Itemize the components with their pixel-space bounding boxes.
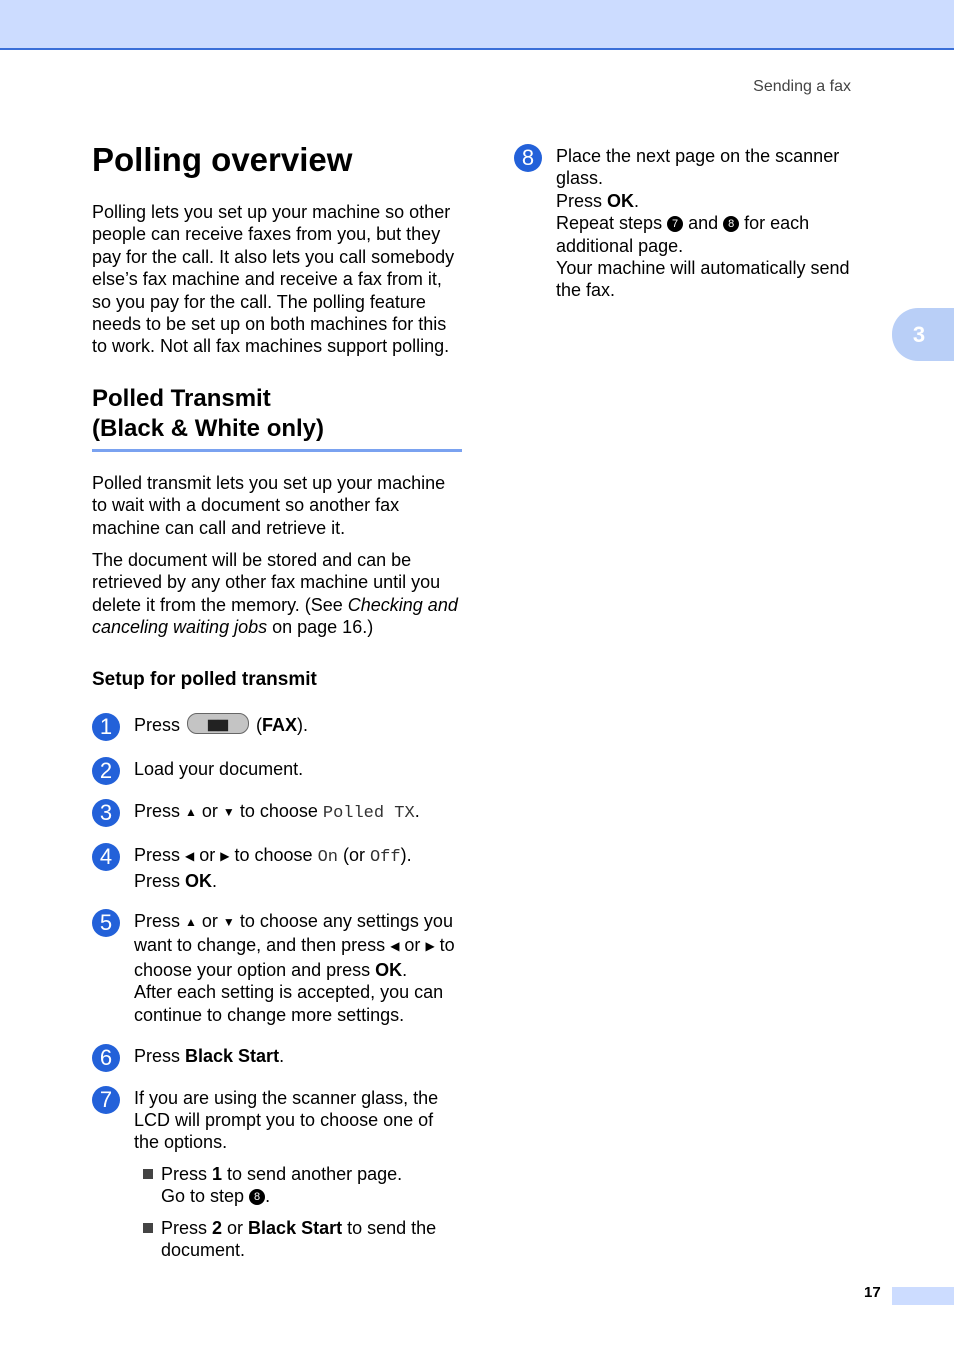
bullet-square-icon: [143, 1169, 153, 1179]
step-text: .: [265, 1186, 271, 1207]
step-number: 4: [92, 843, 120, 871]
left-arrow-icon: ◀: [185, 849, 195, 864]
step-text: Load your document.: [134, 759, 304, 780]
step-text: Press: [134, 1046, 186, 1067]
section-heading-line2: (Black & White only): [92, 414, 325, 442]
step-text: .: [402, 959, 408, 980]
down-arrow-icon: ▼: [222, 804, 235, 819]
step-text: Press: [134, 714, 181, 735]
step-text: to choose: [234, 800, 323, 821]
step-2: [92, 758, 462, 784]
step-number: 5: [92, 909, 120, 937]
lcd-value-off: Off: [369, 848, 401, 868]
step-text: Press: [134, 870, 186, 891]
lcd-value-on: On: [317, 848, 338, 868]
stored-text-a: The document will be stored and can be retrieved by any other fax machine until you delete it from the memory. (See: [92, 550, 441, 615]
bullet-item-send-another: [134, 1163, 462, 1208]
step-6: [92, 1045, 462, 1071]
step-text: to choose any settings you want to change, and then press: [134, 911, 453, 956]
black-start-key-label: Black Start: [248, 1217, 343, 1238]
right-arrow-icon: ▶: [425, 939, 435, 954]
key-label: 2: [212, 1217, 223, 1238]
setup-heading: Setup for polled transmit: [92, 668, 317, 690]
step-5: [92, 910, 462, 1026]
section-heading-line1: Polled Transmit: [92, 384, 271, 412]
step-number: 6: [92, 1044, 120, 1072]
lcd-value: Polled TX: [322, 803, 415, 823]
left-column: [92, 140, 462, 1261]
section-rule: [92, 449, 462, 452]
up-arrow-icon: ▲: [185, 915, 197, 930]
step-number: 2: [92, 757, 120, 785]
polled-transmit-paragraph: Polled transmit lets you set up your machine to wait with a document so another fax machine can call and retrieve it.: [92, 472, 446, 538]
step-text: to choose your option and press: [134, 935, 455, 980]
cross-reference-link[interactable]: Checking and canceling waiting jobs: [92, 594, 458, 638]
step-text: to choose: [229, 845, 318, 866]
ok-key-label: OK: [607, 190, 635, 211]
step-text: or: [196, 911, 223, 932]
key-label: 1: [212, 1163, 223, 1184]
step-text: (: [251, 714, 263, 735]
step-number: 7: [92, 1086, 120, 1114]
ok-key-label: OK: [185, 870, 213, 891]
step-text: Press: [161, 1217, 213, 1238]
step-number: 8: [514, 144, 542, 172]
page-title: Polling overview: [92, 141, 353, 178]
step-reference: 8: [249, 1189, 265, 1205]
step-text: .: [212, 870, 218, 891]
step-text: or: [399, 935, 426, 956]
step-1: [92, 714, 462, 737]
step-text: Go to step: [161, 1186, 250, 1207]
step-text: to send another page.: [222, 1163, 403, 1184]
page-number: 17: [864, 1284, 881, 1301]
step-text: to send the document.: [161, 1217, 437, 1260]
step-text: If you are using the scanner glass, the LCD will prompt you to choose one of the options.: [134, 1087, 439, 1153]
step-text: Press: [161, 1163, 213, 1184]
step-text: .: [414, 800, 420, 821]
step-text: or: [196, 800, 223, 821]
fax-key-icon: ▆▆: [187, 713, 249, 734]
step-text: or: [222, 1217, 249, 1238]
step-number: 3: [92, 799, 120, 827]
step-reference: 8: [723, 216, 739, 232]
right-column: [514, 140, 864, 302]
step-text: Press: [134, 800, 186, 821]
step-text: ).: [400, 845, 412, 866]
running-header: Sending a fax: [753, 78, 851, 95]
stored-text-b: on page 16.): [267, 617, 374, 638]
chapter-tab: 3: [892, 308, 954, 361]
step-text: Repeat steps: [556, 213, 668, 234]
stored-document-paragraph: [92, 549, 462, 639]
step-text: and: [683, 213, 724, 234]
step-text: After each setting is accepted, you can continue to change more settings.: [134, 982, 444, 1025]
step-text: ).: [297, 714, 309, 735]
step-text: .: [279, 1046, 285, 1067]
step-8: [514, 145, 864, 302]
bullet-item-send-document: [134, 1217, 462, 1262]
up-arrow-icon: ▲: [185, 804, 197, 819]
step-4: [92, 844, 462, 892]
right-arrow-icon: ▶: [220, 849, 230, 864]
step-text: Press: [556, 190, 608, 211]
step-text: .: [634, 190, 640, 211]
down-arrow-icon: ▼: [222, 915, 235, 930]
step-text: Place the next page on the scanner glass.: [556, 146, 840, 189]
step-3: [92, 800, 462, 825]
fax-key-label: FAX: [262, 714, 298, 735]
step-reference: 7: [667, 216, 683, 232]
top-banner: [0, 0, 954, 50]
page-number-bar: [892, 1287, 954, 1305]
bullet-square-icon: [143, 1223, 153, 1233]
step-7: [92, 1087, 462, 1262]
step-text: Press: [134, 911, 186, 932]
black-start-key-label: Black Start: [185, 1046, 280, 1067]
left-arrow-icon: ◀: [390, 939, 400, 954]
step-number: 1: [92, 713, 120, 741]
section-heading: [92, 384, 462, 444]
step-text: Your machine will automatically send the fax.: [556, 258, 850, 301]
intro-paragraph: Polling lets you set up your machine so other people can receive faxes from you, but they pay for the call. It also lets you call somebody else’s fax machine and receive a fax from it, so you pay for the call. The polling feature needs to be set up on both machines for this to work. Not all fax machines support polling.: [92, 202, 455, 357]
step-text: (or: [337, 845, 370, 866]
step-text: or: [194, 845, 221, 866]
step-text: Press: [134, 845, 186, 866]
step-text: for each additional page.: [556, 213, 810, 256]
ok-key-label: OK: [375, 959, 403, 980]
